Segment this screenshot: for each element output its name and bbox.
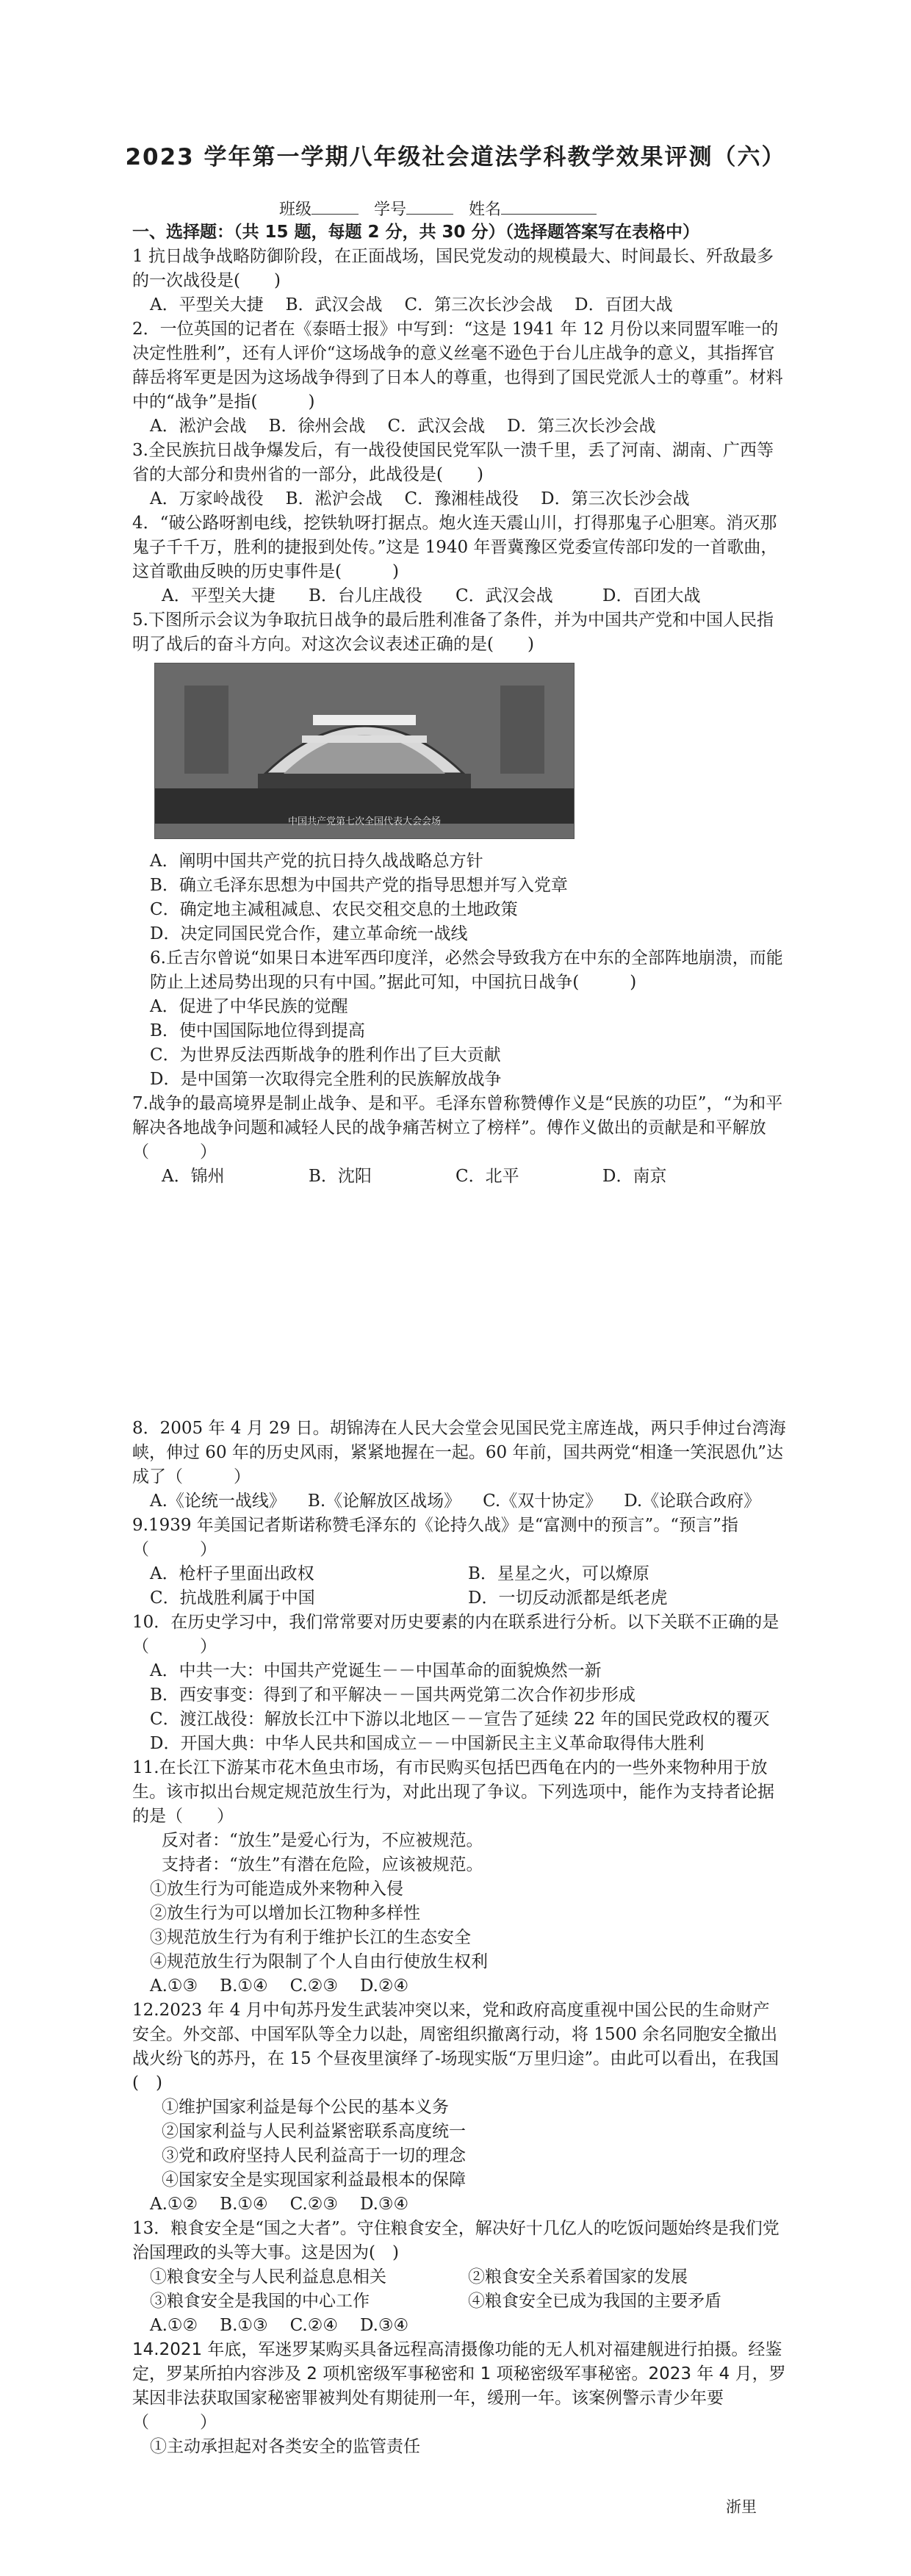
question-1-options bbox=[132, 293, 786, 317]
option[interactable]: C．第三次长沙会战 bbox=[404, 295, 553, 314]
option[interactable]: C．确定地主减租减息、农民交租交息的土地政策 bbox=[150, 900, 518, 919]
question-9-options bbox=[132, 1562, 786, 1611]
option[interactable]: D.《论联合政府》 bbox=[624, 1492, 761, 1511]
statement-item: ③党和政府坚持人民利益高于一切的理念 bbox=[162, 2146, 466, 2165]
option[interactable]: B．武汉会战 bbox=[285, 295, 383, 314]
question-5: 5.下图所示会议为争取抗日战争的最后胜利准备了条件，并为中国共产党和中国人民指明了战后的奋斗方向。对这次会议表述正确的是( ) bbox=[132, 611, 774, 654]
question-11: 11.在长江下游某市花木鱼虫市场，有市民购买包括巴西龟在内的一些外来物种用于放生。该市拟出台规定规范放生行为，对此出现了争议。下列选项中，能作为支持者论据的是（ ） bbox=[132, 1758, 774, 1826]
option[interactable]: B．沈阳 bbox=[309, 1167, 372, 1186]
option[interactable]: B．台儿庄战役 bbox=[309, 586, 422, 605]
option[interactable]: D.②④ bbox=[359, 1976, 409, 1996]
question-2: 2．一位英国的记者在《泰晤士报》中写到：“这是 1941 年 12 月份以来同盟军唯一的决定性胜利”，还有人评价“这场战争的意义丝毫不逊色于台儿庄战争的意义，其指挥官薛岳将军更是因为这场战争得到了日本人的尊重，也得到了国民党派人士的尊重”。材料中的“战争”是指( ) bbox=[132, 320, 783, 411]
number-label: 学号 bbox=[374, 201, 407, 219]
option[interactable]: C．渡江战役：解放长江中下游以北地区－－宣告了延续 22 年的国民党政权的覆灭 bbox=[150, 1710, 770, 1729]
question-3-options bbox=[132, 487, 786, 511]
question-7-options bbox=[132, 1165, 786, 1189]
congress-hall-photo bbox=[154, 663, 575, 839]
option[interactable]: D．第三次长沙会战 bbox=[541, 489, 690, 508]
option[interactable]: D．百团大战 bbox=[575, 295, 673, 314]
question-13-items bbox=[132, 2265, 786, 2314]
question-13-options bbox=[132, 2314, 786, 2338]
statement-item: ②国家利益与人民利益紧密联系高度统一 bbox=[162, 2122, 466, 2141]
question-12: 12.2023 年 4 月中旬苏丹发生武装冲突以来，党和政府高度重视中国公民的生命财产安全。外交部、中国军队等全力以赴，周密组织撤离行动，将 1500 余名同胞安全撤出战火纷飞的苏丹，在 15 个昼夜里演绎了-场现实版“万里归途”。由此可以看出，在我国( ) bbox=[132, 2001, 779, 2093]
option[interactable]: A.①② bbox=[150, 2195, 198, 2214]
option[interactable]: C.②③ bbox=[289, 2195, 338, 2214]
option[interactable]: B.①④ bbox=[220, 2195, 268, 2214]
statement-item: ④国家安全是实现国家利益最根本的保障 bbox=[162, 2170, 466, 2190]
option[interactable]: C．北平 bbox=[455, 1167, 519, 1186]
question-11-options bbox=[132, 1974, 786, 1998]
statement-item: ③规范放生行为有利于维护长江的生态安全 bbox=[150, 1928, 471, 1947]
blank-space bbox=[132, 1189, 786, 1417]
statement-item: ②放生行为可以增加长江物种多样性 bbox=[150, 1904, 420, 1923]
question-3: 3.全民族抗日战争爆发后，有一战役使国民党军队一溃千里，丢了河南、湖南、广西等省的大部分和贵州省的一部分，此战役是( ) bbox=[132, 441, 774, 484]
question-14: 14.2021 年底，军迷罗某购买具备远程高清摄像功能的无人机对福建舰进行拍摄。经鉴定，罗某所拍内容涉及 2 项机密级军事秘密和 1 项秘密级军事秘密。2023 年 4 月，罗某因非法获取国家秘密罪被判处有期徒刑一年，缓刑一年。该案例警示青少年要（ ） bbox=[132, 2340, 786, 2432]
class-field[interactable] bbox=[312, 199, 359, 215]
statement-item: ④规范放生行为限制了个人自由行使放生权利 bbox=[150, 1952, 488, 1971]
photo-caption: 中国共产党第七次全国代表大会会场 bbox=[287, 816, 441, 827]
option[interactable]: C.②④ bbox=[289, 2316, 338, 2335]
question-8-options bbox=[132, 1489, 786, 1514]
option[interactable]: B.①③ bbox=[220, 2316, 268, 2335]
option[interactable]: B．淞沪会战 bbox=[285, 489, 383, 508]
option[interactable]: D．决定同国民党合作，建立革命统一战线 bbox=[150, 924, 468, 943]
question-1: 1 抗日战争战略防御阶段，在正面战场，国民党发动的规模最大、时间最长、歼敌最多的一次战役是( ) bbox=[132, 247, 774, 290]
option[interactable]: C．武汉会战 bbox=[387, 417, 486, 436]
name-field[interactable] bbox=[501, 199, 597, 215]
question-list bbox=[132, 220, 786, 2459]
statement-item: ③粮食安全是我国的中心工作 bbox=[150, 2292, 370, 2311]
statement-item: ①放生行为可能造成外来物种入侵 bbox=[150, 1879, 403, 1899]
option[interactable]: A．中共一大：中国共产党诞生－－中国革命的面貌焕然一新 bbox=[150, 1661, 602, 1680]
option[interactable]: D.③④ bbox=[359, 2195, 409, 2214]
question-7: 7.战争的最高境界是制止战争、是和平。毛泽东曾称赞傅作义是“民族的功臣”，“为和平解决各地战争问题和减轻人民的战争痛苦树立了榜样”。傅作义做出的贡献是和平解放（ ） bbox=[132, 1094, 783, 1162]
option[interactable]: B.《论解放区战场》 bbox=[307, 1492, 461, 1511]
option[interactable]: D．开国大典：中华人民共和国成立－－中国新民主主义革命取得伟大胜利 bbox=[150, 1734, 705, 1753]
footer-mark: 浙里 bbox=[726, 2498, 757, 2516]
supporting-view: 支持者：“放生”有潜在危险，应该被规范。 bbox=[162, 1855, 483, 1874]
option[interactable]: A.《论统一战线》 bbox=[150, 1492, 286, 1511]
question-6: 6.丘吉尔曾说“如果日本进军西印度洋，必然会导致我方在中东的全部阵地崩溃，而能防止上述局势出现的只有中国。”据此可知，中国抗日战争( ) bbox=[150, 949, 783, 992]
option[interactable]: B．星星之火，可以燎原 bbox=[468, 1564, 649, 1583]
option[interactable]: D.③④ bbox=[359, 2316, 409, 2335]
statement-item: ②粮食安全关系着国家的发展 bbox=[468, 2267, 688, 2287]
option[interactable]: C．抗战胜利属于中国 bbox=[150, 1589, 315, 1608]
option[interactable]: C.②③ bbox=[289, 1976, 338, 1996]
question-10: 10．在历史学习中，我们常常要对历史要素的内在联系进行分析。以下关联不正确的是（ ） bbox=[132, 1613, 779, 1656]
question-4: 4．“破公路呀割电线，挖铁轨呀打据点。炮火连天震山川，打得那鬼子心胆寒。消灭那鬼子千千万，胜利的捷报到处传。”这是 1940 年晋冀豫区党委宣传部印发的一首歌曲，这首歌曲反映的历史事件是( ) bbox=[132, 514, 778, 581]
option[interactable]: D．一切反动派都是纸老虎 bbox=[468, 1589, 668, 1608]
option[interactable]: C．武汉会战 bbox=[455, 586, 553, 605]
option[interactable]: D．南京 bbox=[602, 1167, 667, 1186]
option[interactable]: A．平型关大捷 bbox=[150, 295, 264, 314]
option[interactable]: D．百团大战 bbox=[602, 586, 701, 605]
option[interactable]: C．豫湘桂战役 bbox=[404, 489, 519, 508]
option[interactable]: B.①④ bbox=[220, 1976, 268, 1996]
option[interactable]: D．是中国第一次取得完全胜利的民族解放战争 bbox=[150, 1070, 502, 1089]
statement-item: ①粮食安全与人民利益息息相关 bbox=[150, 2267, 386, 2287]
number-field[interactable] bbox=[406, 199, 453, 215]
option[interactable]: B．确立毛泽东思想为中国共产党的指导思想并写入党章 bbox=[150, 876, 568, 895]
option[interactable]: A．平型关大捷 bbox=[162, 586, 276, 605]
option[interactable]: B．使中国国际地位得到提高 bbox=[150, 1021, 365, 1040]
option[interactable]: A.①③ bbox=[150, 1976, 198, 1996]
question-2-options bbox=[132, 414, 786, 439]
option[interactable]: A．阐明中国共产党的抗日持久战战略总方针 bbox=[150, 852, 483, 871]
question-9: 9.1939 年美国记者斯诺称赞毛泽东的《论持久战》是“富测中的预言”。“预言”指（ ） bbox=[132, 1516, 738, 1559]
option[interactable]: C．为世界反法西斯战争的胜利作出了巨大贡献 bbox=[150, 1046, 501, 1065]
name-label: 姓名 bbox=[469, 201, 502, 219]
question-13: 13．粮食安全是“国之大者”。守住粮食安全，解决好十几亿人的吃饭问题始终是我们党治国理政的头等大事。这是因为( ) bbox=[132, 2219, 779, 2262]
opposing-view: 反对者：“放生”是爱心行为，不应被规范。 bbox=[162, 1831, 483, 1850]
section-heading: 一、选择题：（共 15 题，每题 2 分，共 30 分）（选择题答案写在表格中） bbox=[132, 223, 700, 242]
option[interactable]: A．促进了中华民族的觉醒 bbox=[150, 997, 348, 1016]
option[interactable]: A．万家岭战役 bbox=[150, 489, 264, 508]
option[interactable]: D．第三次长沙会战 bbox=[507, 417, 656, 436]
student-info bbox=[279, 197, 607, 220]
option[interactable]: A.①② bbox=[150, 2316, 198, 2335]
option[interactable]: A．枪杆子里面出政权 bbox=[150, 1564, 314, 1583]
option[interactable]: A．锦州 bbox=[162, 1167, 225, 1186]
option[interactable]: B．西安事变：得到了和平解决－－国共两党第二次合作初步形成 bbox=[150, 1685, 635, 1705]
statement-item: ①维护国家利益是每个公民的基本义务 bbox=[162, 2098, 449, 2117]
class-label: 班级 bbox=[279, 201, 312, 219]
question-4-options bbox=[132, 584, 786, 608]
statement-item: ④粮食安全已成为我国的主要矛盾 bbox=[468, 2292, 721, 2311]
page-title: 2023 学年第一学期八年级社会道法学科教学效果评测（六） bbox=[125, 144, 786, 170]
question-12-options bbox=[132, 2192, 786, 2217]
option[interactable]: B．徐州会战 bbox=[268, 417, 366, 436]
question-8: 8．2005 年 4 月 29 日。胡锦涛在人民大会堂会见国民党主席连战，两只手伸过台湾海峡，伸过 60 年的历史风雨，紧紧地握在一起。60 年前，国共两党“相逢一笑泯恩仇”达成了（ ） bbox=[132, 1419, 786, 1486]
statement-item: ①主动承担起对各类安全的监管责任 bbox=[150, 2437, 420, 2456]
option[interactable]: C.《双十协定》 bbox=[483, 1492, 602, 1511]
option[interactable]: A．淞沪会战 bbox=[150, 417, 247, 436]
